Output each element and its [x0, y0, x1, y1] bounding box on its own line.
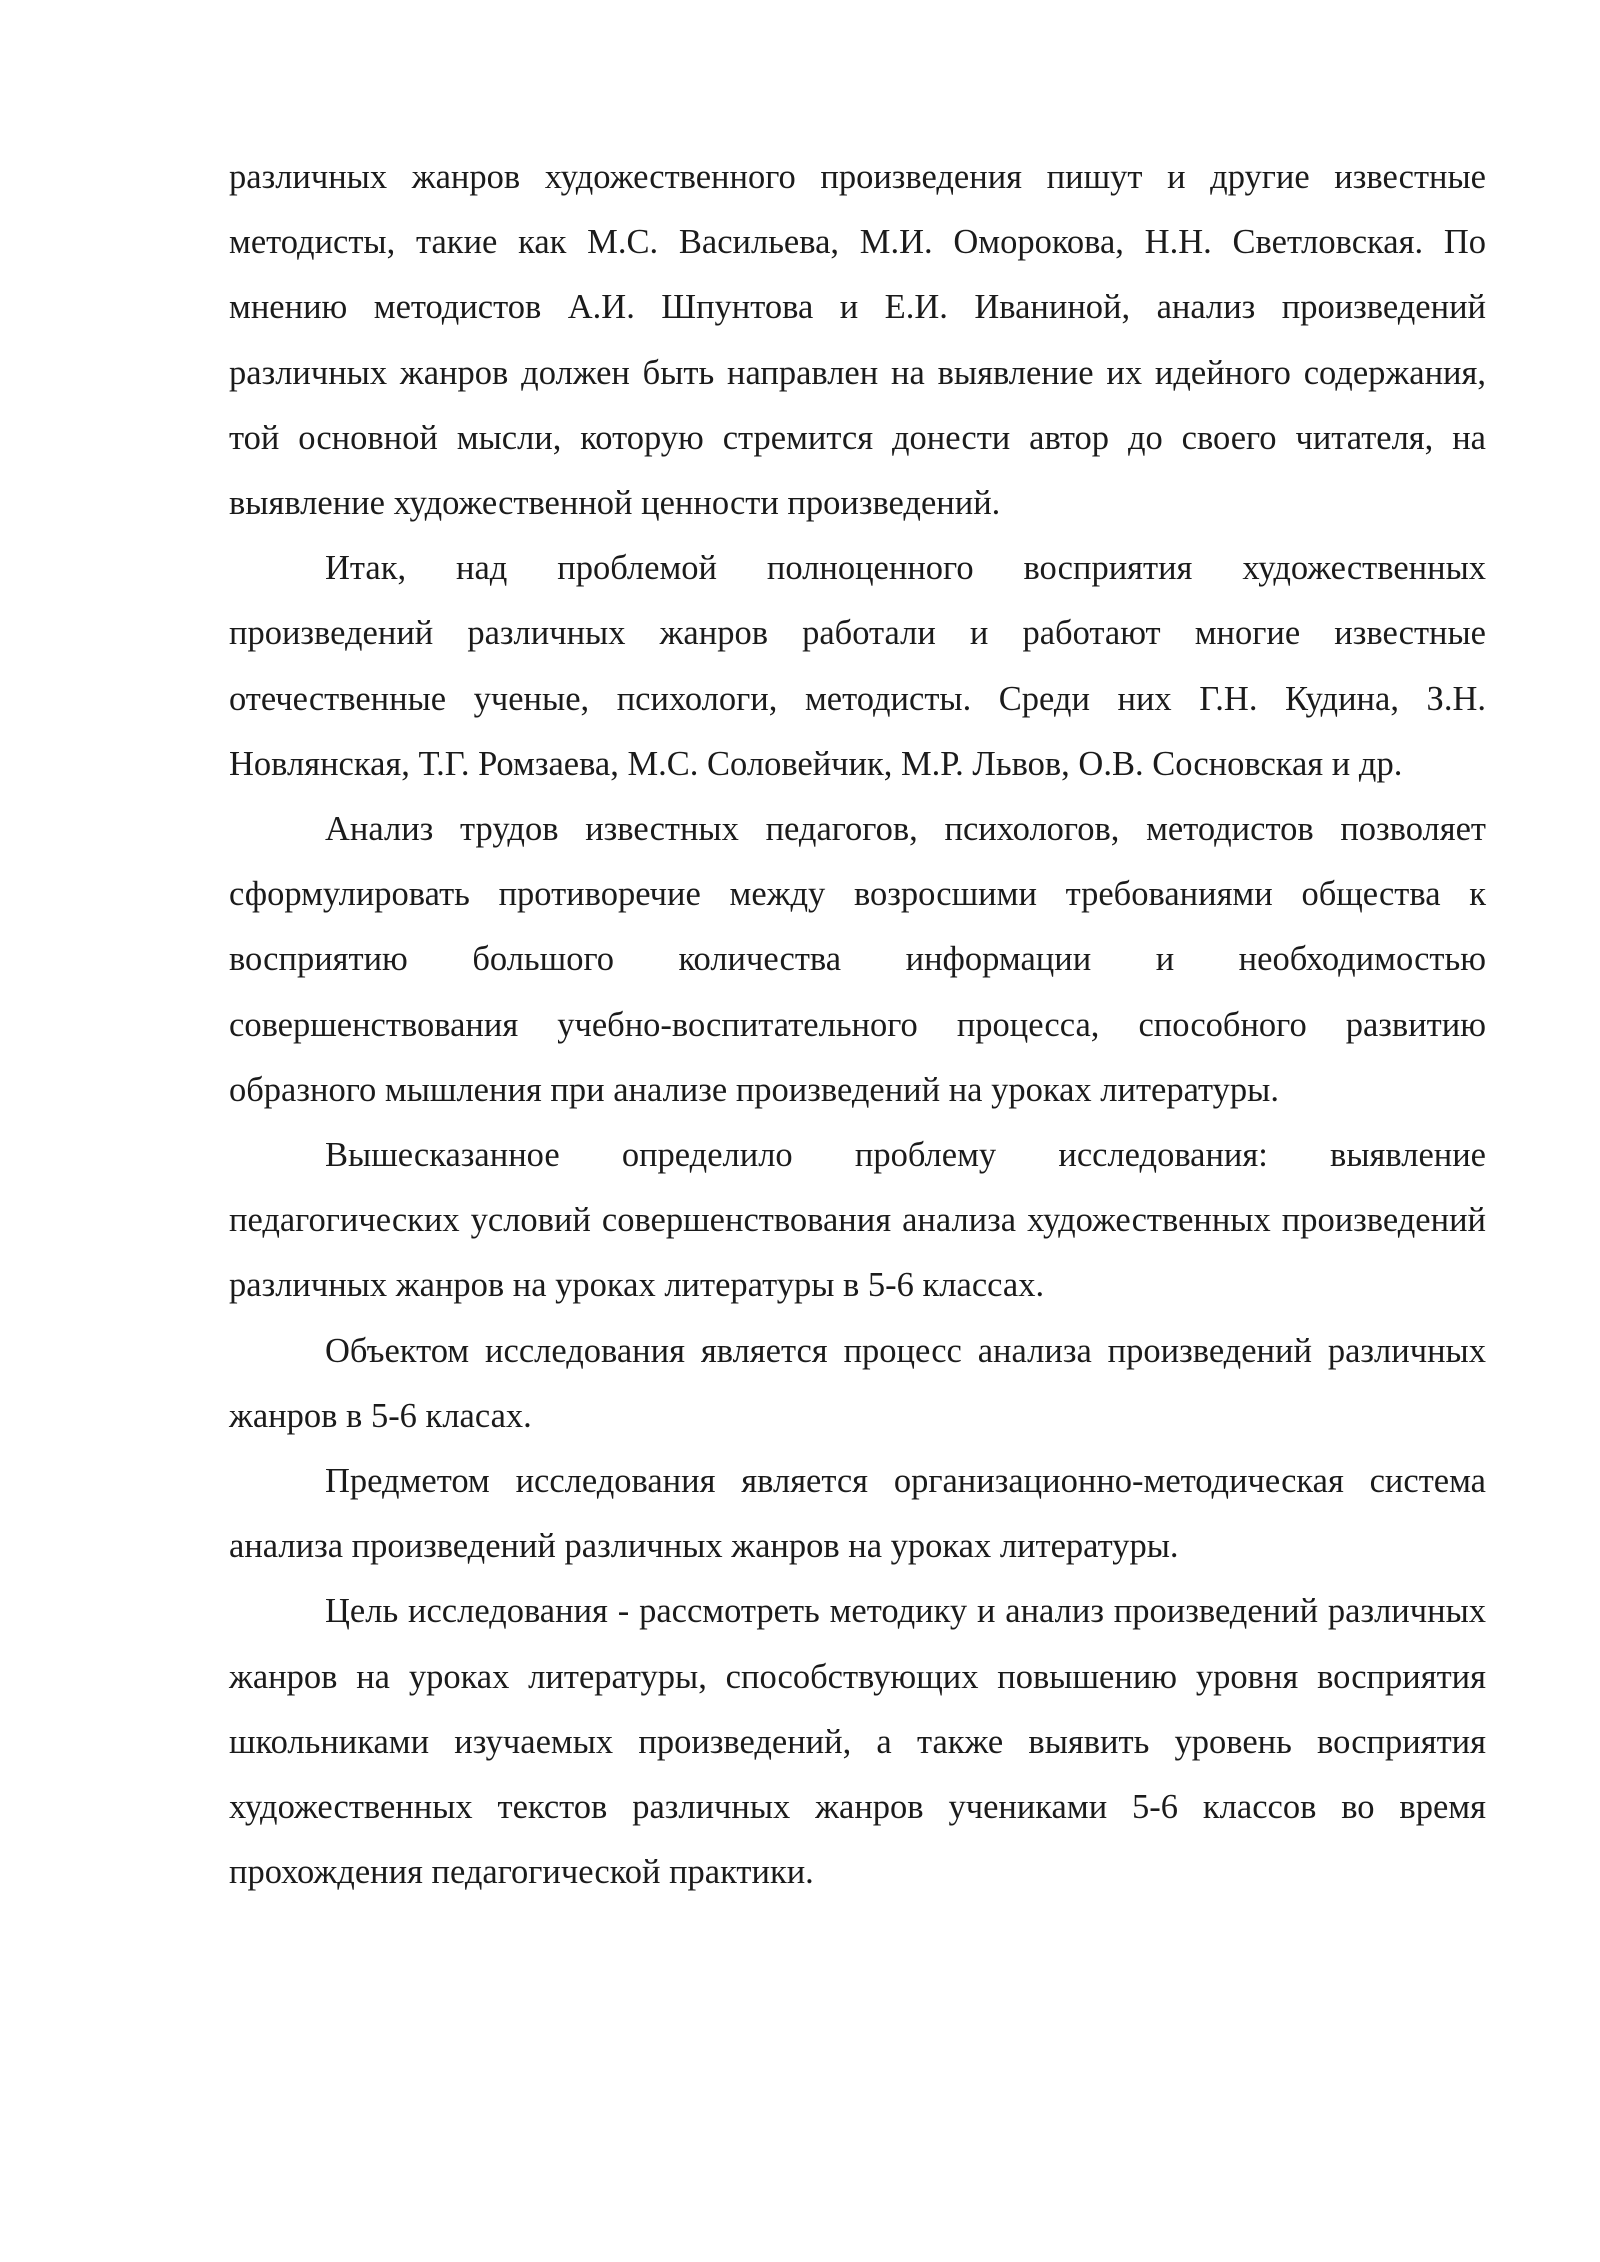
paragraph-continued: различных жанров художественного произведения пишут и другие известные методисты, такие как М.С. Васильева, М.И. Оморокова, Н.Н. Светловская. По мнению методистов А.И. Шпунтова и Е.И. Иваниной, анализ произведений различных жанров должен быть направлен на выявление их идейного содержания, той основной мысли, которую стремится донести автор до своего читателя, на выявление художественной ценности произведений. [229, 158, 1486, 523]
paragraph-research-goal: Цель исследования - рассмотреть методику и анализ произведений различных жанров на уроках литературы, способствующих повышению уровня восприятия школьниками изучаемых произведений, а также выявить уровень восприятия художественных текстов различных жанров учениками 5-6 классов во время прохождения педагогической практики. [229, 1592, 1486, 1892]
paragraph-research-overview: Итак, над проблемой полноценного восприятия художественных произведений различных жанров работали и работают многие известные отечественные ученые, психологи, методисты. Среди них Г.Н. Кудина, З.Н. Новлянская, Т.Г. Ромзаева, М.С. Соловейчик, М.Р. Львов, О.В. Сосновская и др. [229, 549, 1486, 783]
paragraph-contradiction: Анализ трудов известных педагогов, психологов, методистов позволяет сформулировать противоречие между возросшими требованиями общества к восприятию большого количества информации и необходимостью совершенствования учебно-воспитательного процесса, способного развитию образного мышления при анализе произведений на уроках литературы. [229, 810, 1486, 1109]
paragraph-research-subject: Предметом исследования является организационно-методическая система анализа произведений различных жанров на уроках литературы. [229, 1462, 1486, 1566]
document-body [229, 145, 1486, 1905]
paragraph-research-problem: Вышесказанное определило проблему исследования: выявление педагогических условий совершенствования анализа художественных произведений различных жанров на уроках литературы в 5-6 классах. [229, 1136, 1486, 1305]
paragraph-research-object: Объектом исследования является процесс анализа произведений различных жанров в 5-6 класах. [229, 1331, 1486, 1435]
